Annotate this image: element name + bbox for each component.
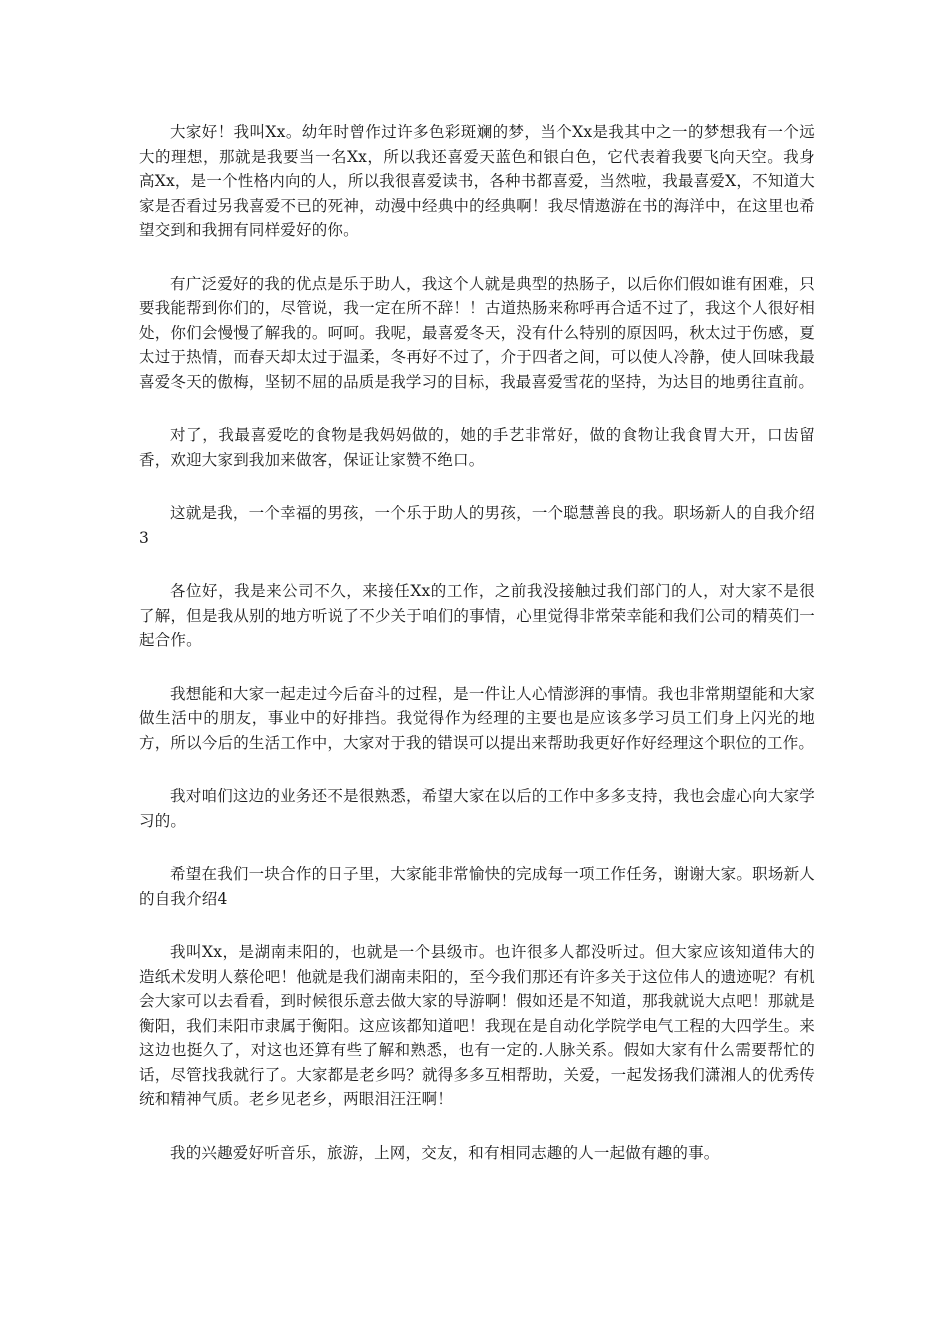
- paragraph-6: 我想能和大家一起走过今后奋斗的过程，是一件让人心情澎湃的事情。我也非常期望能和大家做生活中的朋友，事业中的好排挡。我觉得作为经理的主要也是应该多学习员工们身上闪光的地方，所以今后的生活工作中，大家对于我的错误可以提出来帮助我更好作好经理这个职位的工作。: [139, 684, 815, 752]
- paragraph-1: 大家好！我叫Xx。幼年时曾作过许多色彩斑斓的梦，当个Xx是我其中之一的梦想我有一个远大的理想，那就是我要当一名Xx，所以我还喜爱天蓝色和银白色，它代表着我要飞向天空。我身高Xx，是一个性格内向的人，所以我很喜爱读书，各种书都喜爱，当然啦，我最喜爱X，不知道大家是否看过另我喜爱不已的死神，动漫中经典中的经典啊！我尽情遨游在书的海洋中，在这里也希望交到和我拥有同样爱好的你。: [139, 123, 815, 239]
- paragraph-7: 我对咱们这边的业务还不是很熟悉，希望大家在以后的工作中多多支持，我也会虚心向大家学习的。: [139, 787, 815, 830]
- paragraph-10: 我的兴趣爱好听音乐，旅游，上网，交友，和有相同志趣的人一起做有趣的事。: [170, 1143, 720, 1162]
- paragraph-5: 各位好，我是来公司不久，来接任Xx的工作，之前我没接触过我们部门的人，对大家不是很了解，但是我从别的地方听说了不少关于咱们的事情，心里觉得非常荣幸能和我们公司的精英们一起合作。: [139, 582, 815, 649]
- paragraph-3: 对了，我最喜爱吃的食物是我妈妈做的，她的手艺非常好，做的食物让我食胃大开，口齿留香，欢迎大家到我加来做客，保证让家赞不绝口。: [139, 426, 815, 469]
- paragraph-8: 希望在我们一块合作的日子里，大家能非常愉快的完成每一项工作任务，谢谢大家。职场新人的自我介绍4: [139, 865, 815, 908]
- paragraph-2: 有广泛爱好的我的优点是乐于助人，我这个人就是典型的热肠子，以后你们假如谁有困难，只要我能帮到你们的，尽管说，我一定在所不辞！！古道热肠来称呼再合适不过了，我这个人很好相处，你们会慢慢了解我的。呵呵。我呢，最喜爱冬天，没有什么特别的原因吗，秋太过于伤感，夏太过于热情，而春天却太过于温柔，冬再好不过了，介于四者之间，可以使人冷静，使人回味我最喜爱冬天的傲梅，坚韧不屈的品质是我学习的目标，我最喜爱雪花的坚持，为达目的地勇往直前。: [139, 274, 815, 391]
- paragraph-4: 这就是我，一个幸福的男孩，一个乐于助人的男孩，一个聪慧善良的我。职场新人的自我介绍3: [139, 504, 815, 547]
- paragraph-9: 我叫Xx，是湖南耒阳的，也就是一个县级市。也许很多人都没听过。但大家应该知道伟大的造纸术发明人蔡伦吧！他就是我们湖南耒阳的，至今我们那还有许多关于这位伟人的遗迹呢？有机会大家可以去看看，到时候很乐意去做大家的导游啊！假如还是不知道，那我就说大点吧！那就是衡阳，我们耒阳市隶属于衡阳。这应该都知道吧！我现在是自动化学院学电气工程的大四学生。来这边也挺久了，对这也还算有些了解和熟悉，也有一定的.人脉关系。假如大家有什么需要帮忙的话，尽管找我就行了。大家都是老乡吗？就得多多互相帮助，关爱，一起发扬我们潇湘人的优秀传统和精神气质。老乡见老乡，两眼泪汪汪啊！: [139, 943, 815, 1108]
- document-body: [139, 120, 815, 1194]
